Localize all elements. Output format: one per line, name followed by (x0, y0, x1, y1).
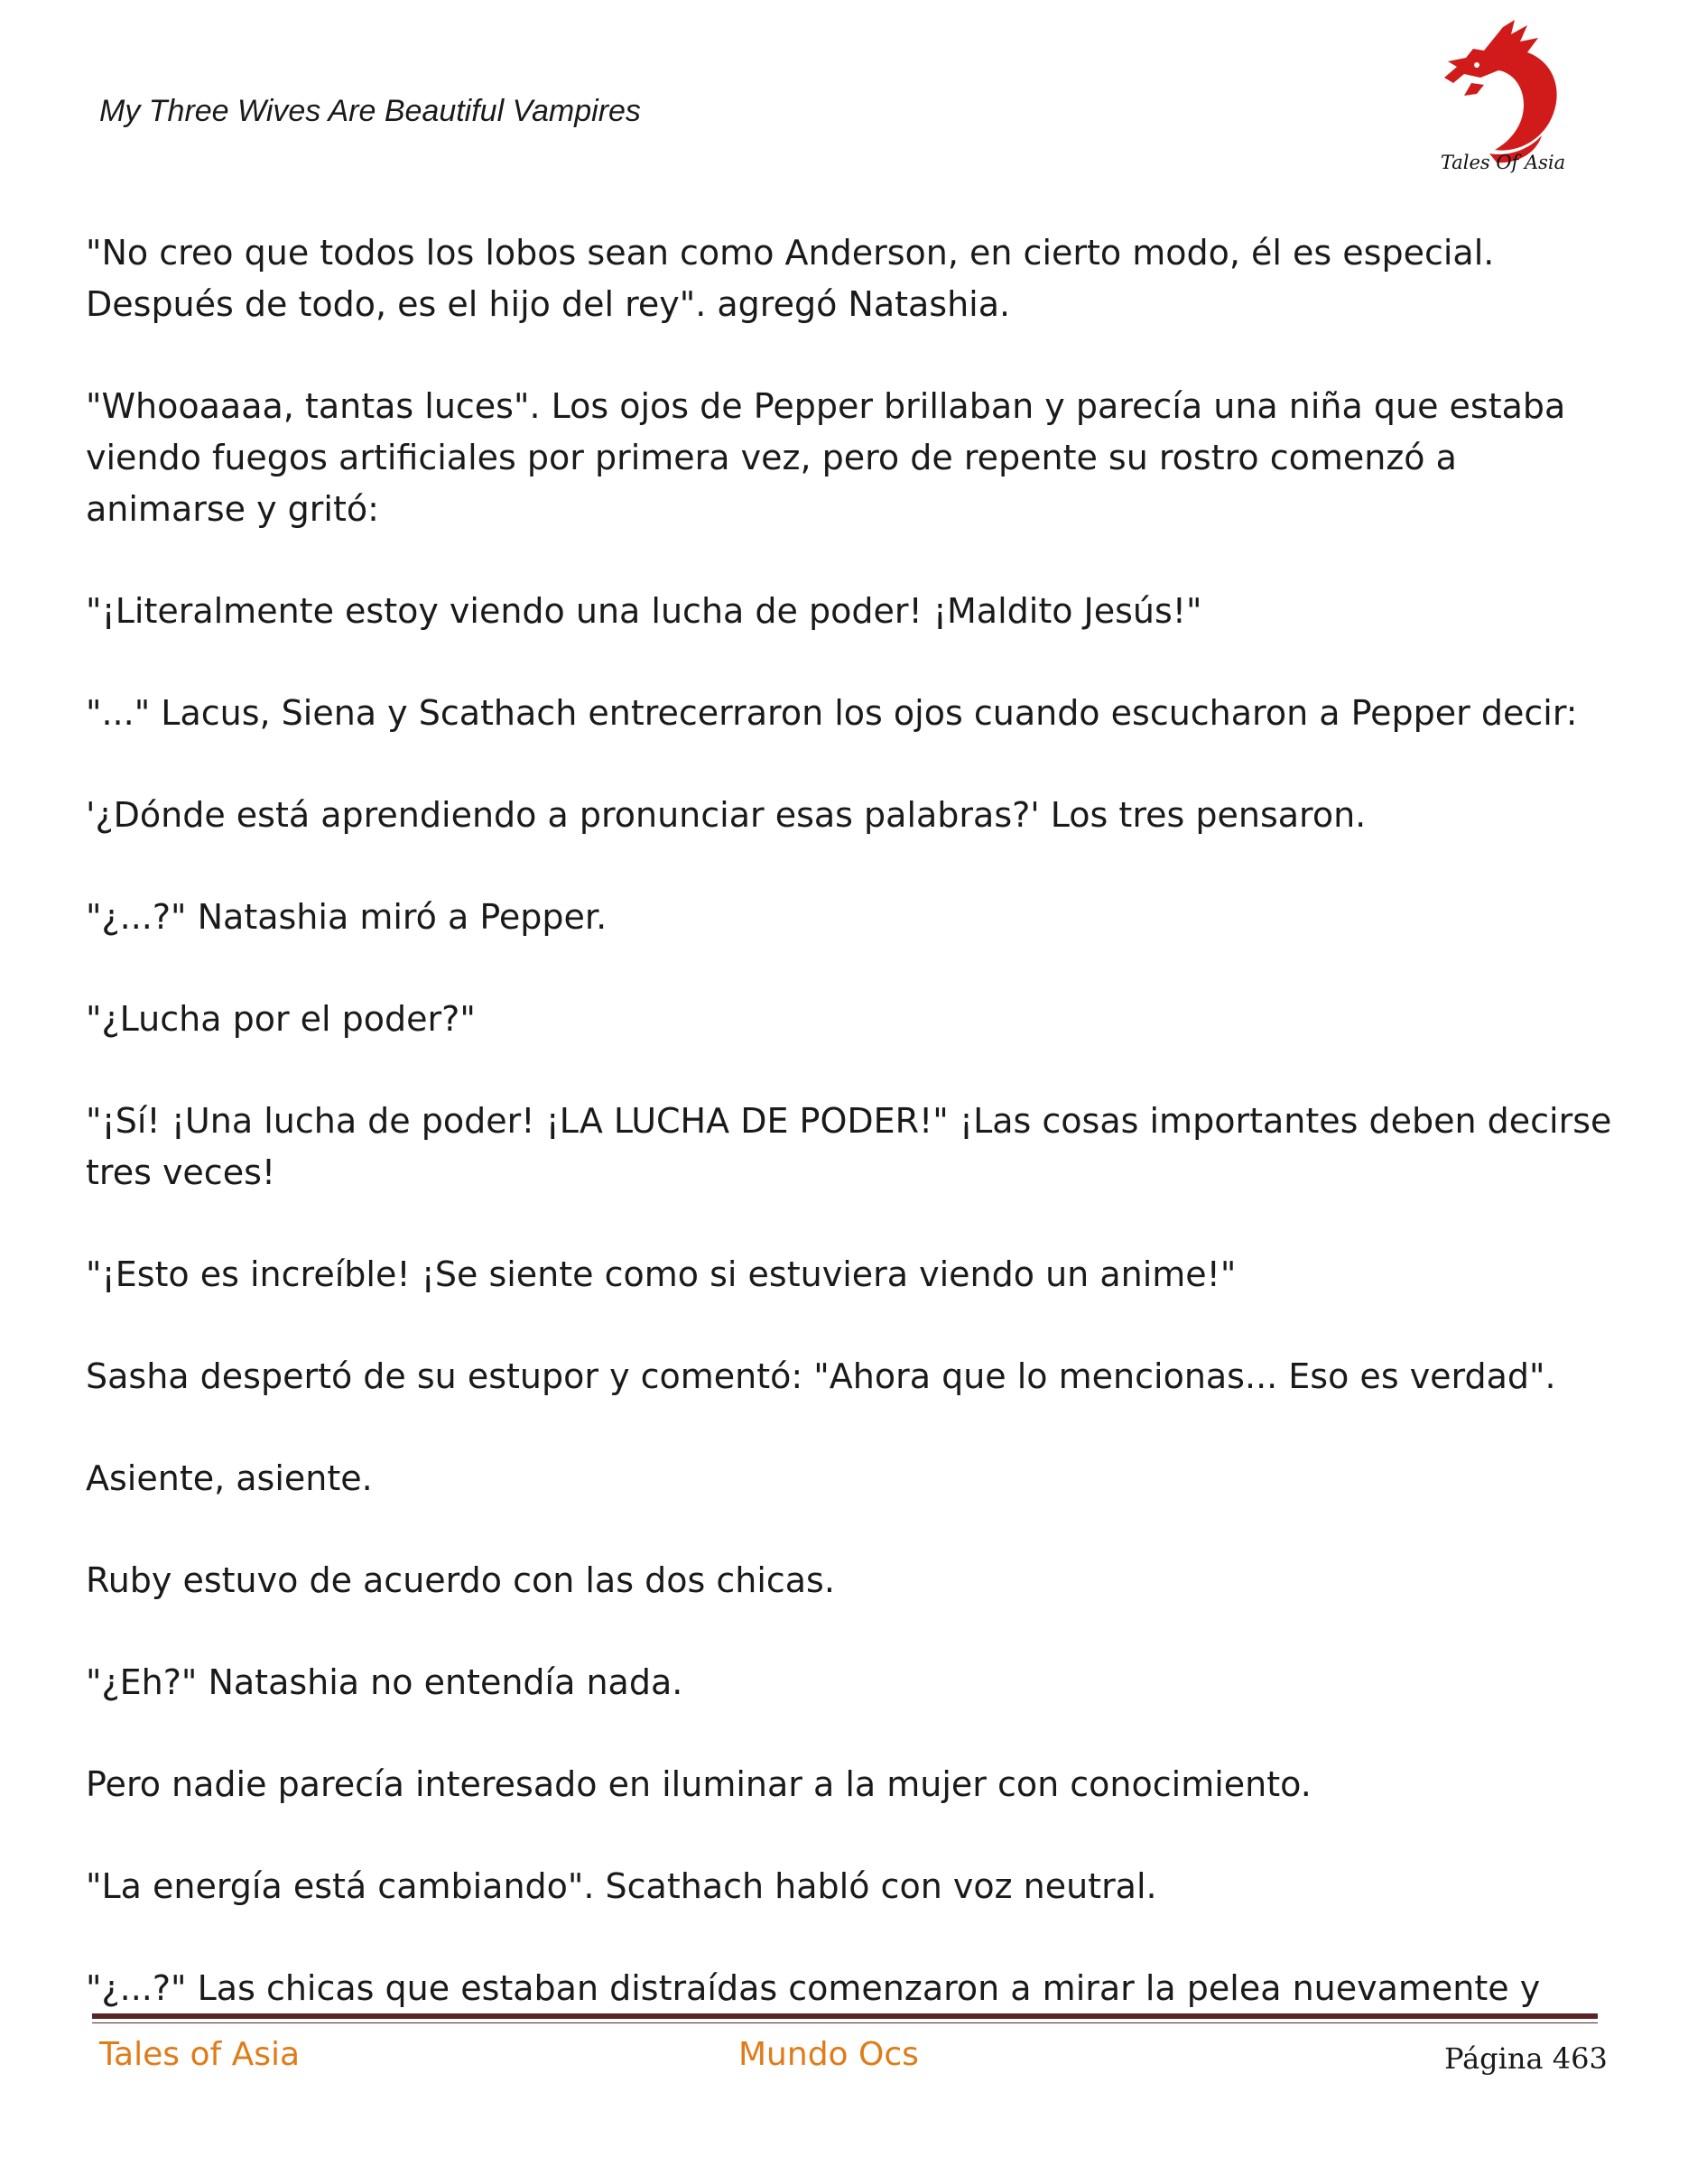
paragraph: "No creo que todos los lobos sean como Anderson, en cierto modo, él es especial. Después de todo, es el hijo del rey". agregó Natashia. (86, 233, 1495, 324)
footer-section: Mundo Ocs (738, 2036, 919, 2073)
paragraph: "¿Eh?" Natashia no entendía nada. (86, 1662, 683, 1702)
footer-publisher: Tales of Asia (99, 2036, 301, 2073)
logo-caption: Tales Of Asia (1440, 152, 1566, 173)
paragraph: "¿...?" Natashia miró a Pepper. (86, 897, 607, 937)
paragraph: "Whooaaaa, tantas luces". Los ojos de Pepper brillaban y parecía una niña que estaba viendo fuegos artificiales por primera vez, pero de repente su rostro comenzó a animarse y gritó: (86, 386, 1566, 529)
paragraph: Sasha despertó de su estupor y comentó: "Ahora que lo mencionas... Eso es verdad". (86, 1356, 1556, 1396)
paragraph: "¿...?" Las chicas que estaban distraídas comenzaron a mirar la pelea nuevamente y (86, 1968, 1541, 2008)
footer-divider (92, 2013, 1598, 2019)
paragraph: "¿Lucha por el poder?" (86, 999, 476, 1039)
page-number: Página 463 (1444, 2041, 1608, 2076)
paragraph: "¡Sí! ¡Una lucha de poder! ¡LA LUCHA DE PODER!" ¡Las cosas importantes deben decirse tres veces! (86, 1101, 1612, 1192)
paragraph: "¡Literalmente estoy viendo una lucha de poder! ¡Maldito Jesús!" (86, 591, 1202, 631)
paragraph: Ruby estuvo de acuerdo con las dos chicas. (86, 1560, 835, 1600)
book-title: My Three Wives Are Beautiful Vampires (99, 94, 641, 128)
footer-divider-thin (92, 2022, 1598, 2023)
chapter-text (86, 227, 1620, 2014)
paragraph: "..." Lacus, Siena y Scathach entrecerraron los ojos cuando escucharon a Pepper decir: (86, 693, 1578, 733)
paragraph: Pero nadie parecía interesado en iluminar a la mujer con conocimiento. (86, 1764, 1312, 1804)
paragraph: "La energía está cambiando". Scathach habló con voz neutral. (86, 1866, 1157, 1906)
paragraph: "¡Esto es increíble! ¡Se siente como si estuviera viendo un anime!" (86, 1254, 1237, 1294)
paragraph: '¿Dónde está aprendiendo a pronunciar esas palabras?' Los tres pensaron. (86, 795, 1367, 835)
paragraph: Asiente, asiente. (86, 1458, 373, 1498)
